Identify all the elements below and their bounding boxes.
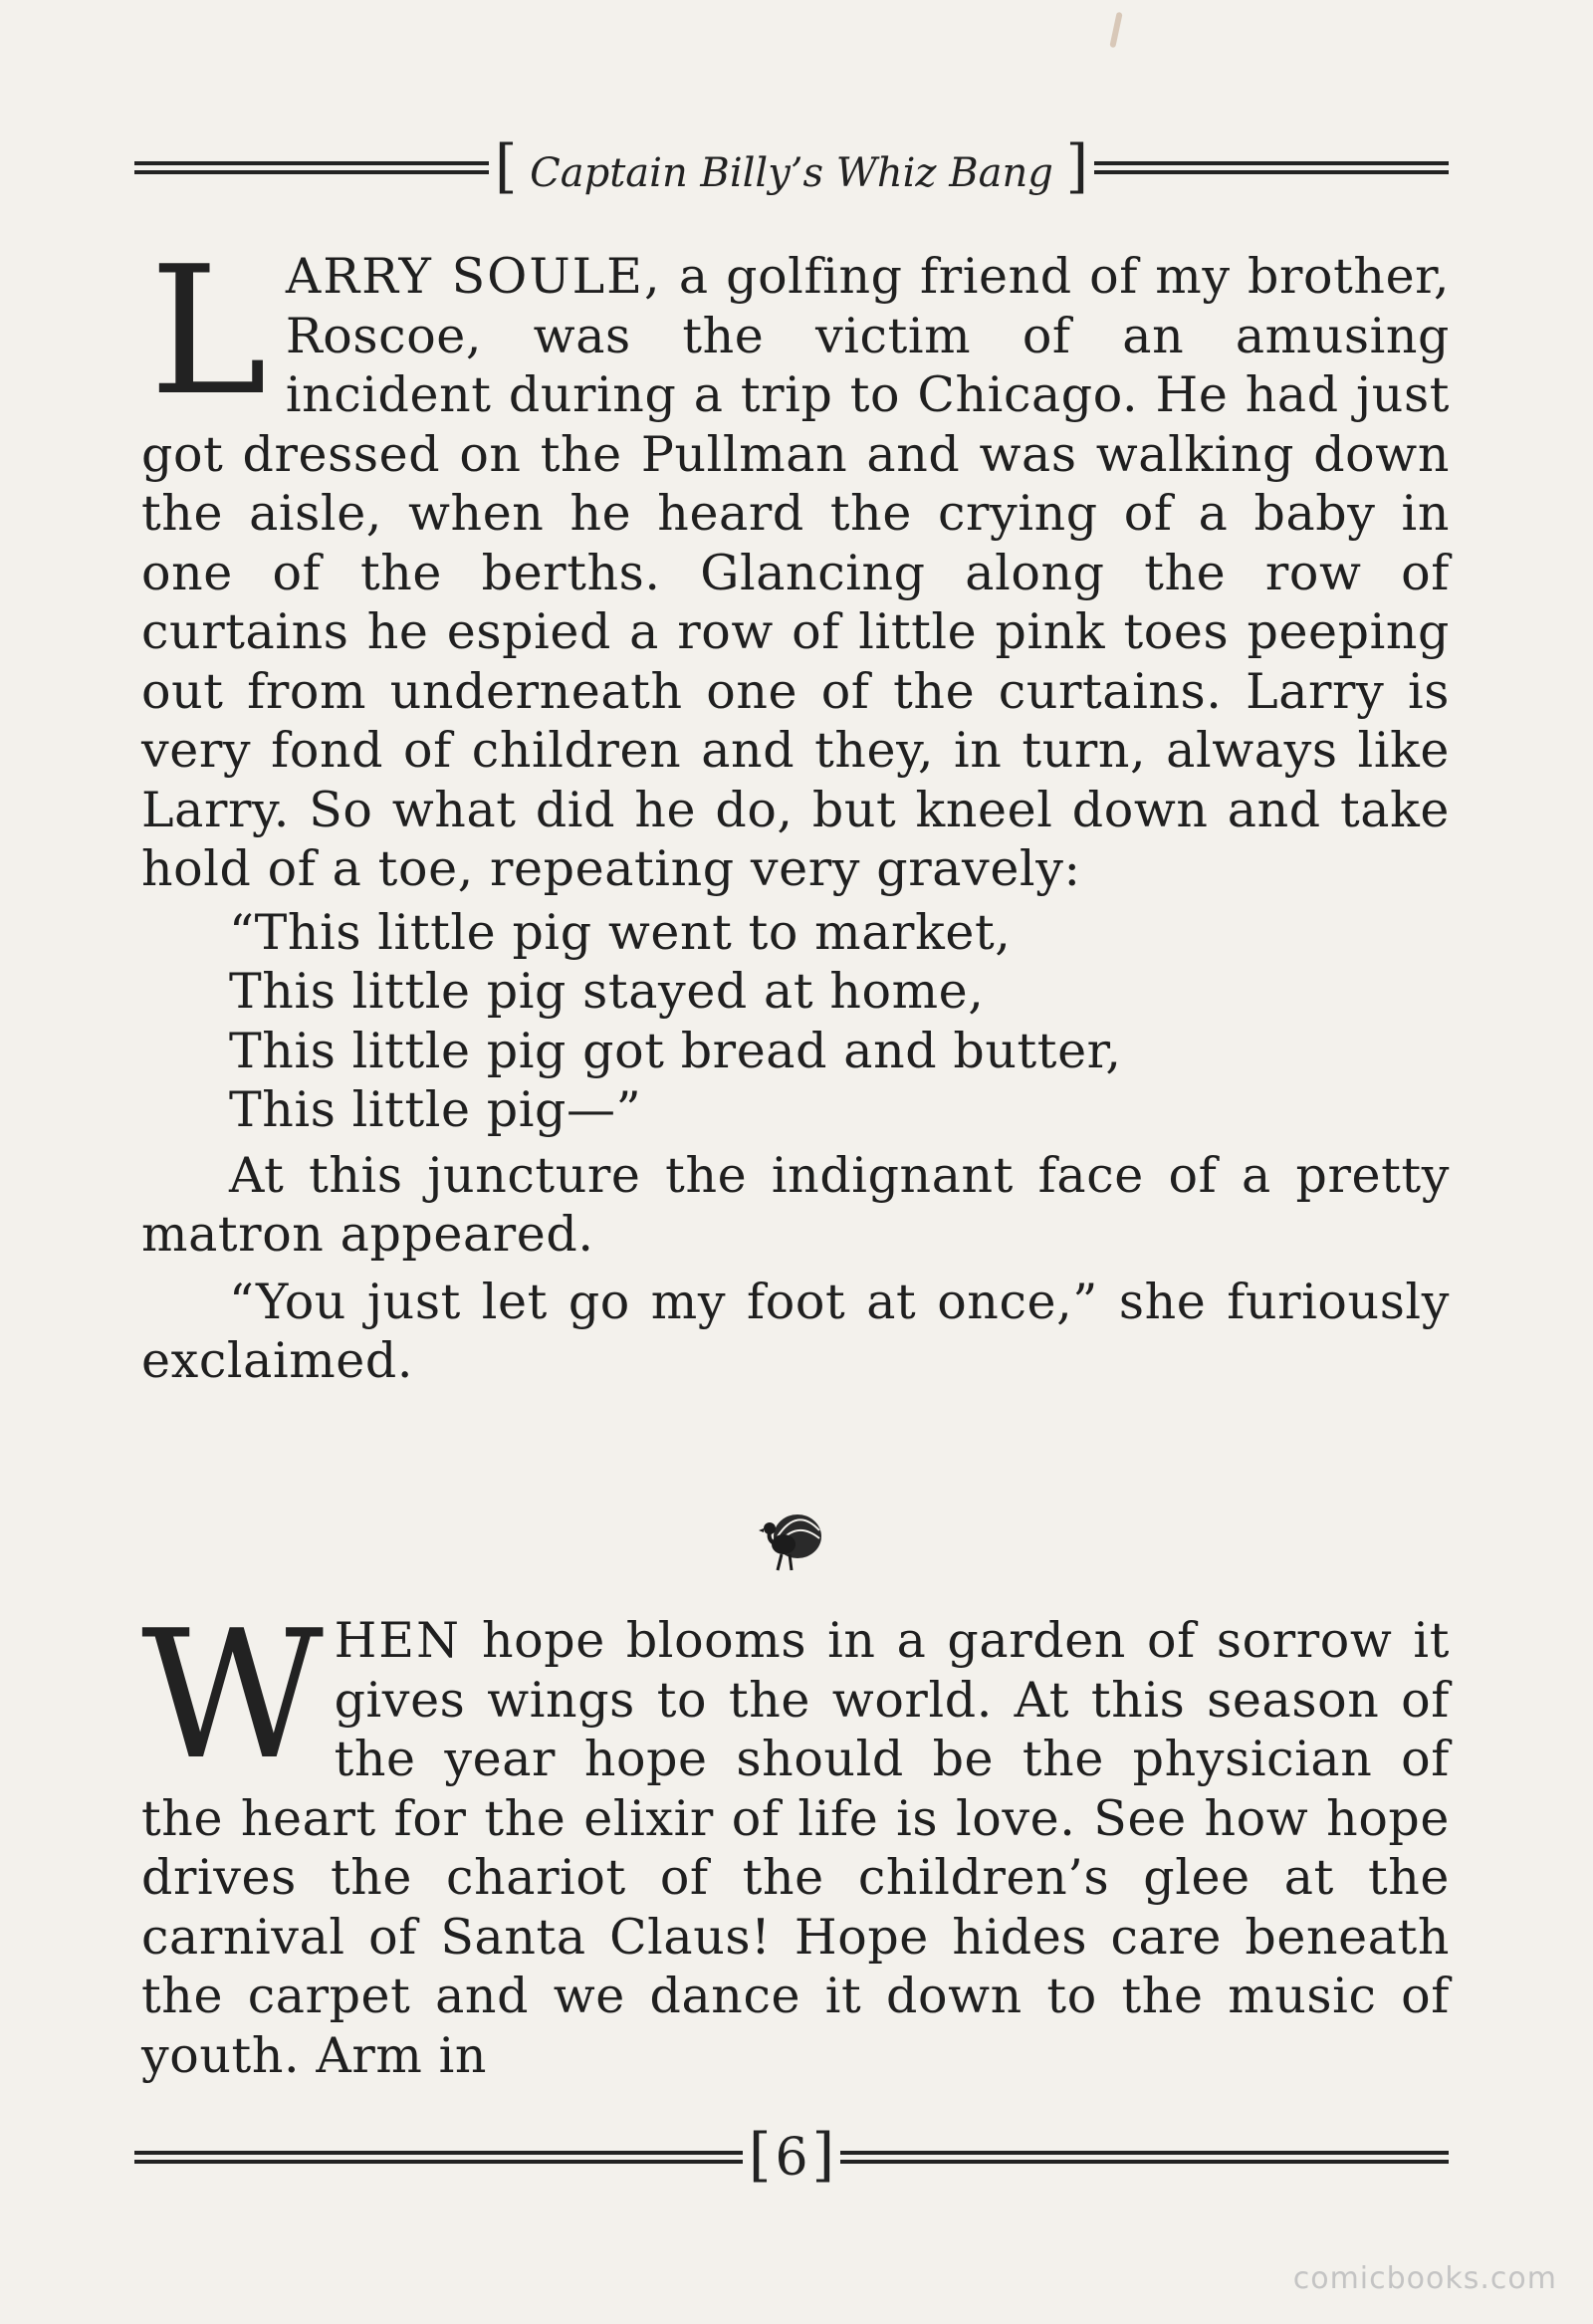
page-number-wrap	[743, 2121, 840, 2189]
story2-dropcap: W	[141, 1592, 325, 1798]
rhyme-line: This little pig got bread and butter,	[229, 1022, 1122, 1079]
page-footer	[134, 2121, 1449, 2189]
footer-close-bracket: ]	[811, 2121, 835, 2189]
story1-lead: ARRY SOULE,	[285, 248, 662, 305]
turkey-icon	[752, 1499, 831, 1578]
page-number: 6	[775, 2128, 808, 2188]
header-title: Captain Billy’s Whiz Bang	[530, 150, 1053, 196]
story1-dropcap: L	[149, 228, 268, 434]
footer-rule-right	[840, 2149, 1449, 2165]
footer-rule-left	[134, 2149, 743, 2165]
watermark: comicbooks.com	[1292, 2261, 1557, 2296]
story-larry-soule	[141, 228, 1450, 1391]
header-rule-left	[134, 159, 489, 175]
header-title-wrap	[489, 132, 1094, 200]
story-hope	[141, 1592, 1450, 2085]
running-header	[134, 132, 1449, 200]
rhyme-line: “This little pig went to market,	[229, 903, 1012, 961]
paper-mark	[1109, 12, 1122, 48]
story1-paragraph-2: At this juncture the indignant face of a pretty matron appeared.	[141, 1146, 1450, 1263]
story2-lead: HEN	[334, 1612, 461, 1669]
nursery-rhyme	[229, 903, 1450, 1140]
header-close-bracket: ]	[1065, 132, 1089, 200]
rhyme-line: This little pig—”	[229, 1081, 642, 1138]
header-open-bracket: [	[494, 132, 518, 200]
story2-text: hope blooms in a garden of sorrow it gives wings to the world. At this season of the year hope should be the physician of the heart for the elixir of life is love. See how hope drives the chariot of the children’s glee at the carnival of Santa Claus! Hope hides care beneath the carpet and we dance it down to the music of youth. Arm in	[141, 1612, 1450, 2084]
story1-paragraph-3: “You just let go my foot at once,” she furiously exclaimed.	[141, 1273, 1450, 1389]
story2-paragraph-1	[141, 1592, 1450, 2085]
story1-paragraph-1	[141, 228, 1450, 899]
story1-text: a golfing friend of my brother, Roscoe, was the victim of an amusing incident during a trip to Chicago. He had just got dressed on the Pullman and was walking down the aisle, when he heard the crying of a baby in one of the berths. Glancing along the row of curtains he espied a row of little pink toes peeping out from underneath one of the curtains. Larry is very fond of children and they, in turn, always like Larry. So what did he do, but kneel down and take hold of a toe, repeating very gravely:	[141, 248, 1450, 897]
rhyme-line: This little pig stayed at home,	[229, 963, 985, 1020]
footer-open-bracket: [	[748, 2121, 772, 2189]
header-rule-right	[1094, 159, 1449, 175]
